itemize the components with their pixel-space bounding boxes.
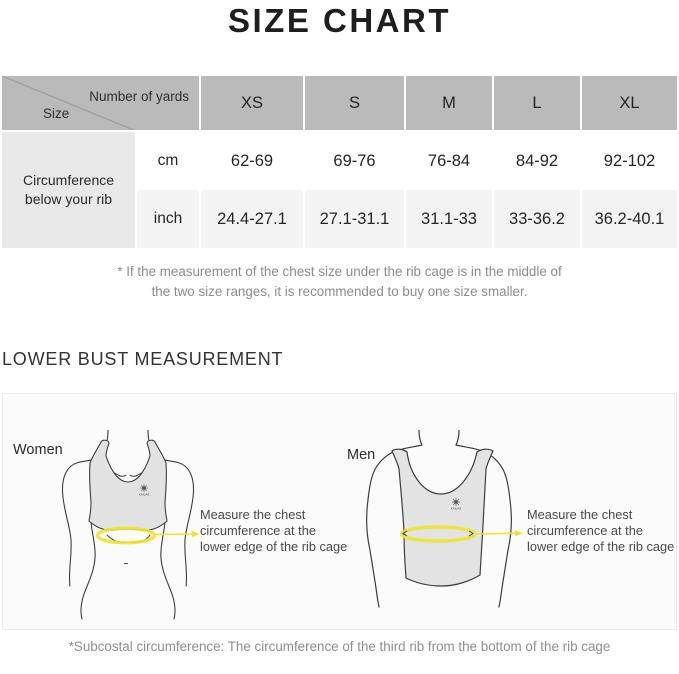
row-label-line2: below your rib bbox=[24, 191, 113, 207]
table-footnote bbox=[0, 262, 679, 302]
men-tank-top bbox=[392, 449, 493, 586]
unit-cell-inch: inch bbox=[137, 190, 199, 248]
women-sports-bra bbox=[89, 440, 167, 530]
annotation-line: circumference at the bbox=[200, 522, 316, 538]
row-label-circumference bbox=[2, 132, 135, 248]
collarbone-lines bbox=[115, 473, 141, 476]
annotation-line: lower edge of the rib cage bbox=[200, 538, 348, 554]
size-header-xs: XS bbox=[201, 76, 303, 130]
value-inch-s: 27.1-31.1 bbox=[305, 190, 404, 248]
size-header-m: M bbox=[406, 76, 492, 130]
value-inch-l: 33-36.2 bbox=[494, 190, 580, 248]
size-table-body bbox=[2, 132, 677, 248]
svg-text:KAILAS: KAILAS bbox=[138, 492, 150, 497]
annotation-line: Measure the chest bbox=[200, 507, 306, 522]
size-header-xl: XL bbox=[582, 76, 677, 130]
women-torso-illustration bbox=[46, 430, 206, 625]
unit-cell-cm: cm bbox=[137, 132, 199, 190]
svg-text:KAILAS: KAILAS bbox=[450, 506, 462, 511]
value-cm-xs: 62-69 bbox=[201, 132, 303, 190]
size-table bbox=[2, 76, 677, 248]
value-inch-m: 31.1-33 bbox=[406, 190, 492, 248]
corner-label-number-of-yards: Number of yards bbox=[89, 89, 189, 104]
subcostal-note: *Subcostal circumference: The circumference of the third rib from the bottom of the rib cage bbox=[68, 639, 611, 654]
annotation-line: circumference at the bbox=[527, 522, 643, 538]
value-inch-xl: 36.2-40.1 bbox=[582, 190, 677, 248]
value-cm-l: 84-92 bbox=[494, 132, 580, 190]
men-figure-label: Men bbox=[347, 447, 376, 463]
annotation-line: lower edge of the rib cage bbox=[527, 538, 675, 554]
measurement-ellipse-women bbox=[98, 528, 155, 542]
value-cm-m: 76-84 bbox=[406, 132, 492, 190]
corner-label-size: Size bbox=[43, 106, 70, 121]
size-table-header-row bbox=[2, 76, 677, 130]
value-cm-s: 69-76 bbox=[305, 132, 404, 190]
table-corner-cell bbox=[2, 76, 199, 130]
value-cm-xl: 92-102 bbox=[582, 132, 677, 190]
value-inch-xs: 24.4-27.1 bbox=[201, 190, 303, 248]
men-torso-illustration bbox=[346, 430, 536, 625]
size-header-l: L bbox=[494, 76, 580, 130]
women-measure-annotation bbox=[200, 507, 347, 554]
table-footnote-line1: * If the measurement of the chest size under the rib cage is in the middle of bbox=[117, 264, 562, 279]
men-measure-annotation bbox=[527, 507, 674, 554]
row-label-line1: Circumference bbox=[22, 172, 115, 188]
annotation-line: Measure the chest bbox=[527, 507, 633, 522]
table-footnote-line2: the two size ranges, it is recommended to buy one size smaller. bbox=[151, 284, 528, 299]
women-figure-label: Women bbox=[13, 442, 63, 458]
section-heading: LOWER BUST MEASUREMENT bbox=[2, 349, 284, 369]
page-title: SIZE CHART bbox=[228, 2, 451, 39]
measurement-diagram-box bbox=[2, 393, 677, 630]
size-header-s: S bbox=[305, 76, 404, 130]
